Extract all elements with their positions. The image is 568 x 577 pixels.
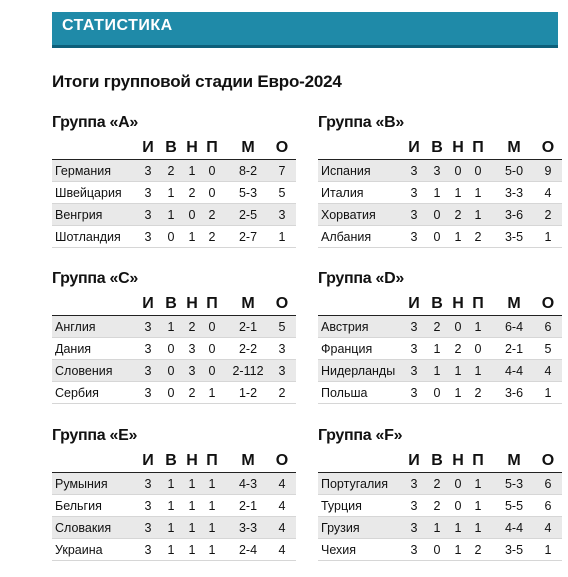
team-name: Украина [55, 543, 103, 557]
stat-cell-p: 2 [474, 543, 482, 557]
stat-cell-p: 0 [208, 164, 216, 178]
stat-cell-n: 0 [188, 208, 196, 222]
stat-cell-p: 1 [474, 521, 482, 535]
stat-cell-o: 4 [278, 477, 286, 491]
stat-cell-v: 0 [433, 543, 441, 557]
stat-cell-m: 2-1 [238, 499, 258, 513]
stat-cell-i: 3 [410, 320, 418, 334]
column-header: О [275, 452, 289, 469]
column-header: О [275, 295, 289, 312]
page-title: Итоги групповой стадии Евро-2024 [52, 72, 342, 91]
column-header: П [472, 139, 484, 156]
stat-cell-p: 1 [474, 320, 482, 334]
table-row [52, 473, 296, 495]
column-header: П [206, 452, 218, 469]
stat-cell-i: 3 [410, 364, 418, 378]
stat-cell-i: 3 [144, 364, 152, 378]
stat-cell-o: 5 [278, 186, 286, 200]
stat-cell-m: 1-2 [238, 386, 258, 400]
column-header: М [241, 452, 255, 469]
column-header: М [507, 139, 521, 156]
stat-cell-i: 3 [410, 477, 418, 491]
stat-cell-v: 0 [167, 342, 175, 356]
stat-cell-o: 1 [544, 230, 552, 244]
stat-cell-n: 0 [454, 164, 462, 178]
stat-cell-o: 7 [278, 164, 286, 178]
team-name: Венгрия [55, 208, 103, 222]
stat-cell-m: 3-3 [504, 186, 524, 200]
team-name: Грузия [321, 521, 360, 535]
stat-cell-v: 1 [167, 208, 175, 222]
table-row [318, 382, 562, 404]
stat-cell-m: 2-4 [238, 543, 258, 557]
stat-cell-p: 0 [208, 320, 216, 334]
group-title: Группа «D» [318, 270, 404, 287]
stat-cell-o: 5 [278, 320, 286, 334]
stat-cell-m: 3-3 [238, 521, 258, 535]
stat-cell-m: 4-4 [504, 521, 524, 535]
column-header: Н [186, 295, 198, 312]
group-table [52, 270, 296, 404]
table-row [318, 338, 562, 360]
stat-cell-v: 2 [433, 320, 441, 334]
stat-cell-m: 3-5 [504, 230, 524, 244]
stat-cell-v: 1 [167, 499, 175, 513]
column-header: П [206, 295, 218, 312]
team-name: Словения [55, 364, 113, 378]
column-header: И [408, 452, 420, 469]
group-title: Группа «Е» [52, 427, 138, 444]
column-header: М [507, 452, 521, 469]
stat-cell-v: 1 [167, 543, 175, 557]
column-header: Н [452, 139, 464, 156]
stat-cell-o: 4 [544, 186, 552, 200]
stat-cell-i: 3 [410, 208, 418, 222]
column-header: И [408, 139, 420, 156]
stat-cell-n: 1 [454, 386, 462, 400]
table-row [52, 338, 296, 360]
team-name: Турция [321, 499, 362, 513]
table-row [318, 360, 562, 382]
group-title: Группа «А» [52, 114, 138, 131]
column-header: М [241, 139, 255, 156]
group-title: Группа «F» [318, 427, 403, 444]
table-row [318, 204, 562, 226]
stat-cell-v: 2 [433, 499, 441, 513]
team-name: Дания [55, 342, 92, 356]
stat-cell-v: 1 [167, 477, 175, 491]
stat-cell-p: 2 [474, 386, 482, 400]
column-header-row [52, 138, 296, 160]
table-row [318, 473, 562, 495]
column-header-row [52, 451, 296, 473]
team-name: Швейцария [55, 186, 122, 200]
group-table [318, 270, 562, 404]
stat-cell-i: 3 [144, 521, 152, 535]
stat-cell-o: 5 [544, 342, 552, 356]
stat-cell-n: 1 [188, 477, 196, 491]
column-header: В [431, 452, 443, 469]
stat-cell-i: 3 [410, 164, 418, 178]
stat-cell-i: 3 [144, 164, 152, 178]
stat-cell-n: 1 [454, 186, 462, 200]
table-row [52, 495, 296, 517]
column-header: И [142, 139, 154, 156]
team-name: Франция [321, 342, 373, 356]
stat-cell-p: 1 [474, 499, 482, 513]
stat-cell-i: 3 [410, 499, 418, 513]
stat-cell-o: 2 [278, 386, 286, 400]
stat-cell-n: 2 [188, 186, 196, 200]
stat-cell-i: 3 [144, 386, 152, 400]
stat-cell-n: 1 [454, 230, 462, 244]
stat-cell-p: 0 [474, 164, 482, 178]
table-row [52, 517, 296, 539]
stat-cell-n: 2 [454, 342, 462, 356]
stat-cell-i: 3 [144, 230, 152, 244]
column-header-row [318, 294, 562, 316]
table-row [52, 382, 296, 404]
team-name: Шотландия [55, 230, 121, 244]
stat-cell-i: 3 [410, 543, 418, 557]
table-row [318, 495, 562, 517]
stat-cell-n: 1 [454, 521, 462, 535]
table-row [52, 182, 296, 204]
stat-cell-v: 0 [167, 386, 175, 400]
table-row [52, 360, 296, 382]
section-header-label: СТАТИСТИКА [62, 17, 173, 34]
column-header: П [472, 295, 484, 312]
stat-cell-o: 6 [544, 477, 552, 491]
stat-cell-i: 3 [410, 230, 418, 244]
stat-cell-p: 0 [208, 364, 216, 378]
stat-cell-i: 3 [144, 186, 152, 200]
column-header: М [241, 295, 255, 312]
group-title: Группа «В» [318, 114, 404, 131]
stat-cell-n: 0 [454, 499, 462, 513]
group-table [318, 114, 562, 248]
stat-cell-i: 3 [410, 386, 418, 400]
stat-cell-o: 3 [278, 208, 286, 222]
stat-cell-n: 1 [188, 543, 196, 557]
stat-cell-p: 1 [208, 543, 216, 557]
stat-cell-v: 2 [167, 164, 175, 178]
stat-cell-v: 0 [167, 230, 175, 244]
column-header: Н [186, 139, 198, 156]
stat-cell-m: 5-5 [504, 499, 524, 513]
column-header-row [318, 138, 562, 160]
column-header: И [142, 452, 154, 469]
column-header: Н [452, 452, 464, 469]
team-name: Хорватия [321, 208, 376, 222]
stat-cell-m: 4-3 [238, 477, 258, 491]
stat-cell-o: 1 [278, 230, 286, 244]
stat-cell-p: 2 [208, 208, 216, 222]
team-name: Италия [321, 186, 364, 200]
stat-cell-n: 1 [188, 499, 196, 513]
team-name: Англия [55, 320, 96, 334]
team-name: Нидерланды [321, 364, 396, 378]
stat-cell-i: 3 [410, 521, 418, 535]
stat-cell-n: 3 [188, 342, 196, 356]
table-row [52, 160, 296, 182]
stat-cell-m: 2-1 [504, 342, 524, 356]
stat-cell-m: 2-5 [238, 208, 258, 222]
table-row [318, 539, 562, 561]
stat-cell-v: 1 [167, 521, 175, 535]
table-row [52, 539, 296, 561]
team-name: Австрия [321, 320, 369, 334]
column-header: П [206, 139, 218, 156]
stat-cell-v: 3 [433, 164, 441, 178]
stat-cell-m: 3-6 [504, 208, 524, 222]
stat-cell-p: 1 [208, 386, 216, 400]
stat-cell-v: 1 [167, 186, 175, 200]
stat-cell-n: 1 [454, 543, 462, 557]
stat-cell-n: 2 [188, 320, 196, 334]
column-header: В [431, 139, 443, 156]
team-name: Бельгия [55, 499, 102, 513]
column-header: В [165, 452, 177, 469]
stat-cell-n: 1 [188, 521, 196, 535]
column-header: О [541, 139, 555, 156]
stat-cell-p: 1 [474, 364, 482, 378]
column-header: О [275, 139, 289, 156]
stat-cell-v: 1 [433, 186, 441, 200]
column-header: О [541, 295, 555, 312]
column-header: И [142, 295, 154, 312]
stat-cell-n: 3 [188, 364, 196, 378]
table-row [52, 316, 296, 338]
table-row [318, 316, 562, 338]
group-table [52, 427, 296, 561]
stat-cell-o: 3 [278, 342, 286, 356]
stat-cell-i: 3 [144, 342, 152, 356]
stat-cell-o: 6 [544, 320, 552, 334]
stat-cell-n: 0 [454, 477, 462, 491]
stat-cell-v: 2 [433, 477, 441, 491]
column-header-row [52, 294, 296, 316]
stat-cell-o: 6 [544, 499, 552, 513]
stat-cell-i: 3 [144, 320, 152, 334]
stat-cell-p: 1 [474, 477, 482, 491]
stat-cell-m: 5-3 [238, 186, 258, 200]
stat-cell-i: 3 [144, 543, 152, 557]
stat-cell-m: 5-3 [504, 477, 524, 491]
stat-cell-m: 2-2 [238, 342, 258, 356]
stat-cell-v: 1 [433, 342, 441, 356]
table-row [318, 226, 562, 248]
group-table [52, 114, 296, 248]
column-header: В [165, 295, 177, 312]
stat-cell-m: 3-6 [504, 386, 524, 400]
stat-cell-i: 3 [144, 208, 152, 222]
stat-cell-m: 5-0 [504, 164, 524, 178]
stat-cell-n: 1 [188, 230, 196, 244]
stat-cell-p: 2 [474, 230, 482, 244]
stat-cell-o: 4 [278, 521, 286, 535]
stat-cell-p: 2 [208, 230, 216, 244]
group-title: Группа «С» [52, 270, 138, 287]
column-header: Н [452, 295, 464, 312]
stat-cell-i: 3 [144, 477, 152, 491]
stat-cell-o: 4 [544, 521, 552, 535]
stat-cell-n: 1 [188, 164, 196, 178]
stat-cell-v: 1 [433, 364, 441, 378]
stat-cell-m: 2-1 [238, 320, 258, 334]
column-header: В [431, 295, 443, 312]
stat-cell-o: 9 [544, 164, 552, 178]
stat-cell-m: 2-7 [238, 230, 258, 244]
team-name: Сербия [55, 386, 99, 400]
column-header: М [507, 295, 521, 312]
team-name: Чехия [321, 543, 357, 557]
stat-cell-p: 1 [474, 208, 482, 222]
stat-cell-o: 3 [278, 364, 286, 378]
stat-cell-i: 3 [410, 186, 418, 200]
stat-cell-m: 4-4 [504, 364, 524, 378]
stat-cell-p: 1 [208, 521, 216, 535]
stat-cell-p: 1 [474, 186, 482, 200]
stat-cell-o: 4 [544, 364, 552, 378]
stat-cell-n: 1 [454, 364, 462, 378]
stat-cell-o: 1 [544, 386, 552, 400]
stat-cell-p: 0 [208, 342, 216, 356]
stat-cell-m: 2-112 [232, 364, 264, 378]
team-name: Португалия [321, 477, 389, 491]
table-row [52, 226, 296, 248]
stat-cell-m: 6-4 [504, 320, 524, 334]
stat-cell-v: 0 [433, 230, 441, 244]
stat-cell-o: 4 [278, 499, 286, 513]
stat-cell-v: 0 [433, 386, 441, 400]
stat-cell-i: 3 [144, 499, 152, 513]
stat-cell-o: 2 [544, 208, 552, 222]
column-header: О [541, 452, 555, 469]
stat-cell-v: 0 [167, 364, 175, 378]
table-row [318, 517, 562, 539]
group-table [318, 427, 562, 561]
stat-cell-o: 1 [544, 543, 552, 557]
stat-cell-p: 1 [208, 477, 216, 491]
stat-cell-n: 0 [454, 320, 462, 334]
stat-cell-m: 3-5 [504, 543, 524, 557]
column-header: Н [186, 452, 198, 469]
stat-cell-p: 0 [208, 186, 216, 200]
table-row [52, 204, 296, 226]
column-header: П [472, 452, 484, 469]
stat-cell-o: 4 [278, 543, 286, 557]
team-name: Албания [321, 230, 372, 244]
section-header [52, 12, 558, 48]
stat-cell-m: 8-2 [238, 164, 258, 178]
table-row [318, 182, 562, 204]
column-header: И [408, 295, 420, 312]
column-header-row [318, 451, 562, 473]
stat-cell-p: 0 [474, 342, 482, 356]
stat-cell-v: 1 [433, 521, 441, 535]
team-name: Испания [321, 164, 371, 178]
stat-cell-n: 2 [188, 386, 196, 400]
stat-cell-v: 1 [167, 320, 175, 334]
team-name: Словакия [55, 521, 112, 535]
column-header: В [165, 139, 177, 156]
stat-cell-i: 3 [410, 342, 418, 356]
stat-cell-n: 2 [454, 208, 462, 222]
stat-cell-v: 0 [433, 208, 441, 222]
team-name: Германия [55, 164, 112, 178]
team-name: Польша [321, 386, 368, 400]
stat-cell-p: 1 [208, 499, 216, 513]
table-row [318, 160, 562, 182]
team-name: Румыния [55, 477, 108, 491]
